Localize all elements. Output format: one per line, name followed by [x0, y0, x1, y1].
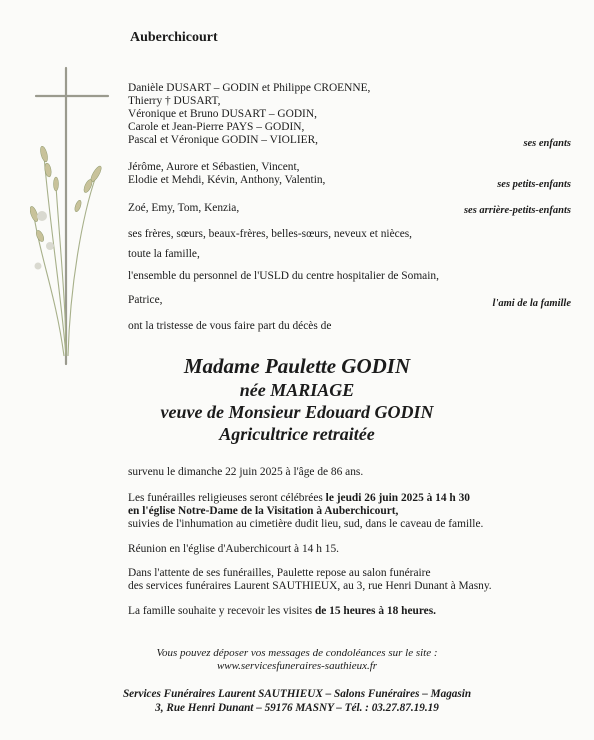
visits-line — [128, 605, 436, 618]
friend-line: Patrice, — [128, 294, 163, 306]
footer-company: Services Funéraires Laurent SAUTHIEUX – Salons Funéraires – Magasin — [122, 688, 472, 700]
deceased-born: née MARIAGE — [239, 380, 355, 400]
staff-line: l'ensemble du personnel de l'USLD du centre hospitalier de Somain, — [128, 270, 439, 282]
family-line-1: Danièle DUSART – GODIN et Philippe CROENNE, — [128, 82, 371, 94]
footer-address: 3, Rue Henri Dunant – 59176 MASNY – Tél. : 03.27.87.19.19 — [155, 702, 439, 714]
death-line: survenu le dimanche 22 juin 2025 à l'âge de 86 ans. — [128, 466, 364, 478]
funeral-intro: Les funérailles religieuses seront célébrées — [128, 492, 326, 504]
announce-line: ont la tristesse de vous faire part du décès de — [128, 320, 332, 332]
family-line-5: Pascal et Véronique GODIN – VIOLIER, — [128, 134, 319, 146]
siblings-line: ses frères, sœurs, beaux-frères, belles-sœurs, neveux et nièces, — [128, 228, 413, 240]
role-grandchildren: ses petits-enfants — [497, 179, 571, 190]
town-name: Auberchicourt — [130, 30, 218, 45]
deceased-occupation: Agricultrice retraitée — [219, 424, 375, 444]
deceased-widow: veuve de Monsieur Edouard GODIN — [160, 402, 434, 422]
visits-hours: de 15 heures à 18 heures. — [314, 605, 437, 617]
family-line-4: Carole et Jean-Pierre PAYS – GODIN, — [128, 121, 305, 133]
funeral-church: en l'église Notre-Dame de la Visitation à Auberchicourt, — [128, 505, 399, 517]
funeral-burial: suivies de l'inhumation au cimetière dudit lieu, sud, dans le caveau de famille. — [128, 518, 484, 530]
family-all-line: toute la famille, — [128, 248, 200, 260]
role-friend: l'ami de la famille — [492, 298, 571, 309]
rest-line-1: Dans l'attente de ses funérailles, Paulette repose au salon funéraire — [128, 567, 431, 579]
grandchildren-line-2: Elodie et Mehdi, Kévin, Anthony, Valentin, — [128, 174, 326, 186]
family-line-3: Véronique et Bruno DUSART – GODIN, — [128, 108, 317, 120]
grandchildren-line-1: Jérôme, Aurore et Sébastien, Vincent, — [128, 161, 300, 173]
visits-text: La famille souhaite y recevoir les visites — [128, 605, 315, 617]
deceased-name: Madame Paulette GODIN — [183, 354, 411, 378]
condolences-line: Vous pouvez déposer vos messages de condoléances sur le site : — [156, 647, 438, 659]
meeting-line: Réunion en l'église d'Auberchicourt à 14 h 15. — [128, 543, 339, 555]
cross-with-wheat-illustration — [30, 66, 110, 366]
family-line-2: Thierry † DUSART, — [128, 95, 221, 107]
funeral-line-1 — [128, 492, 470, 505]
funeral-date: le jeudi 26 juin 2025 à 14 h 30 — [325, 492, 470, 504]
great-grandchildren-line: Zoé, Emy, Tom, Kenzia, — [128, 202, 240, 214]
condolences-website: www.servicesfuneraires-sauthieux.fr — [216, 660, 378, 672]
rest-line-2: des services funéraires Laurent SAUTHIEUX, au 3, rue Henri Dunant à Masny. — [128, 580, 492, 592]
role-children: ses enfants — [523, 138, 571, 149]
role-great-grandchildren: ses arrière-petits-enfants — [463, 205, 571, 216]
